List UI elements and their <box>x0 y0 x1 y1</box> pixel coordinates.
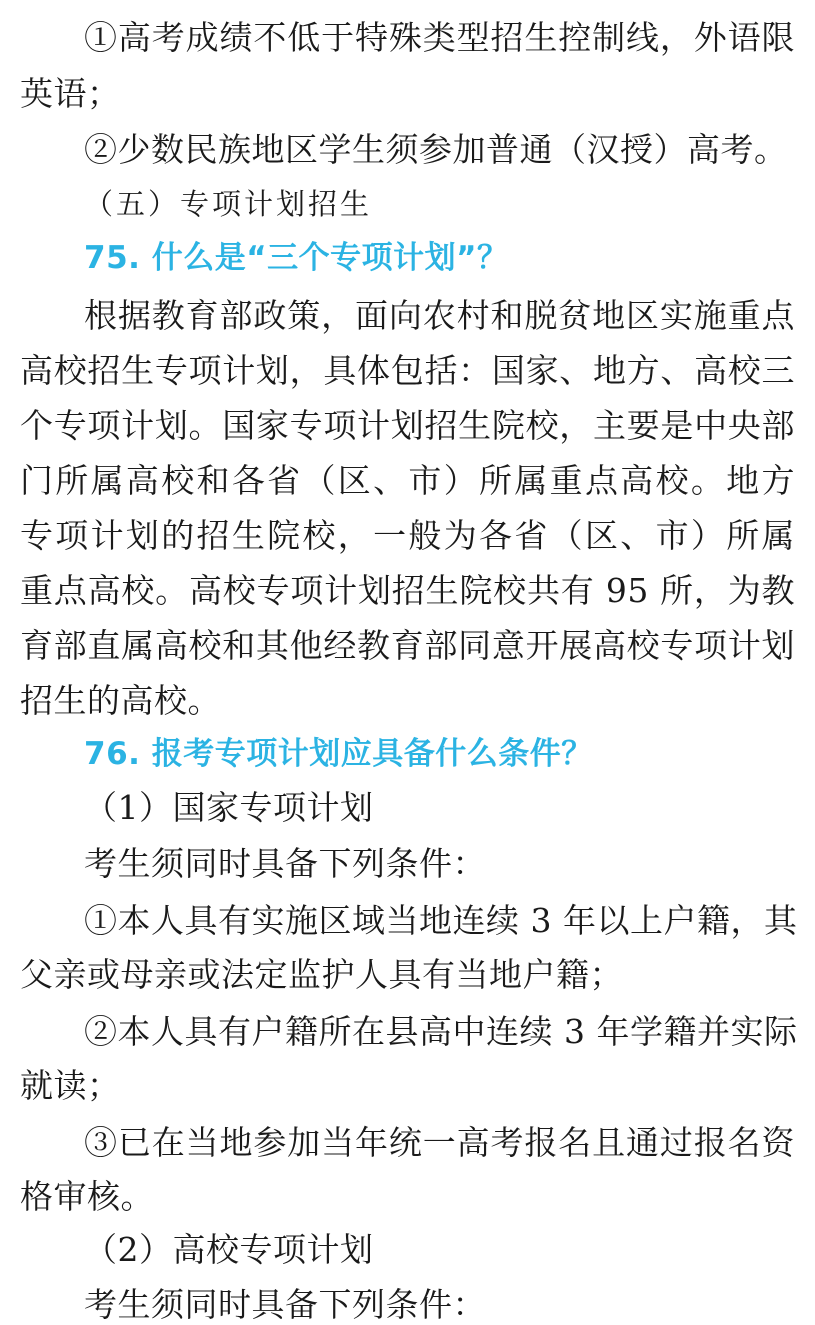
text-line: ①高考成绩不低于特殊类型招生控制线，外语限 <box>84 18 795 57</box>
list-subheading: （1）国家专项计划 <box>84 788 374 827</box>
question-heading: 76. 报考专项计划应具备什么条件？ <box>84 736 593 772</box>
text-line: ③已在当地参加当年统一高考报名且通过报名资 <box>84 1123 795 1162</box>
text-line: 专项计划的招生院校，一般为各省（区、市）所属 <box>20 516 795 555</box>
text-line: 英语； <box>20 74 121 113</box>
text-line: 考生须同时具备下列条件： <box>84 844 486 883</box>
text-line: ②本人具有户籍所在县高中连续 3 年学籍并实际 <box>84 1012 798 1051</box>
list-subheading: （2）高校专项计划 <box>84 1230 374 1269</box>
text-line: 根据教育部政策，面向农村和脱贫地区实施重点 <box>84 296 795 335</box>
text-line: 育部直属高校和其他经教育部同意开展高校专项计划 <box>20 626 795 665</box>
text-line: 门所属高校和各省（区、市）所属重点高校。地方 <box>20 461 795 500</box>
text-line: 个专项计划。国家专项计划招生院校，主要是中央部 <box>20 406 795 445</box>
text-line: 招生的高校。 <box>20 681 221 720</box>
text-line: ②少数民族地区学生须参加普通（汉授）高考。 <box>84 130 788 169</box>
text-line: 就读； <box>20 1066 121 1105</box>
text-line: 高校招生专项计划，具体包括：国家、地方、高校三 <box>20 351 795 390</box>
text-line: 父亲或母亲或法定监护人具有当地户籍； <box>20 955 623 994</box>
text-line: 格审核。 <box>20 1177 154 1216</box>
section-subheading: （五）专项计划招生 <box>84 187 373 221</box>
text-line: 重点高校。高校专项计划招生院校共有 95 所，为教 <box>20 571 795 610</box>
text-line: ①本人具有实施区域当地连续 3 年以上户籍，其 <box>84 901 798 940</box>
question-heading: 75. 什么是“三个专项计划”？ <box>84 240 509 276</box>
text-line: 考生须同时具备下列条件： <box>84 1285 486 1324</box>
